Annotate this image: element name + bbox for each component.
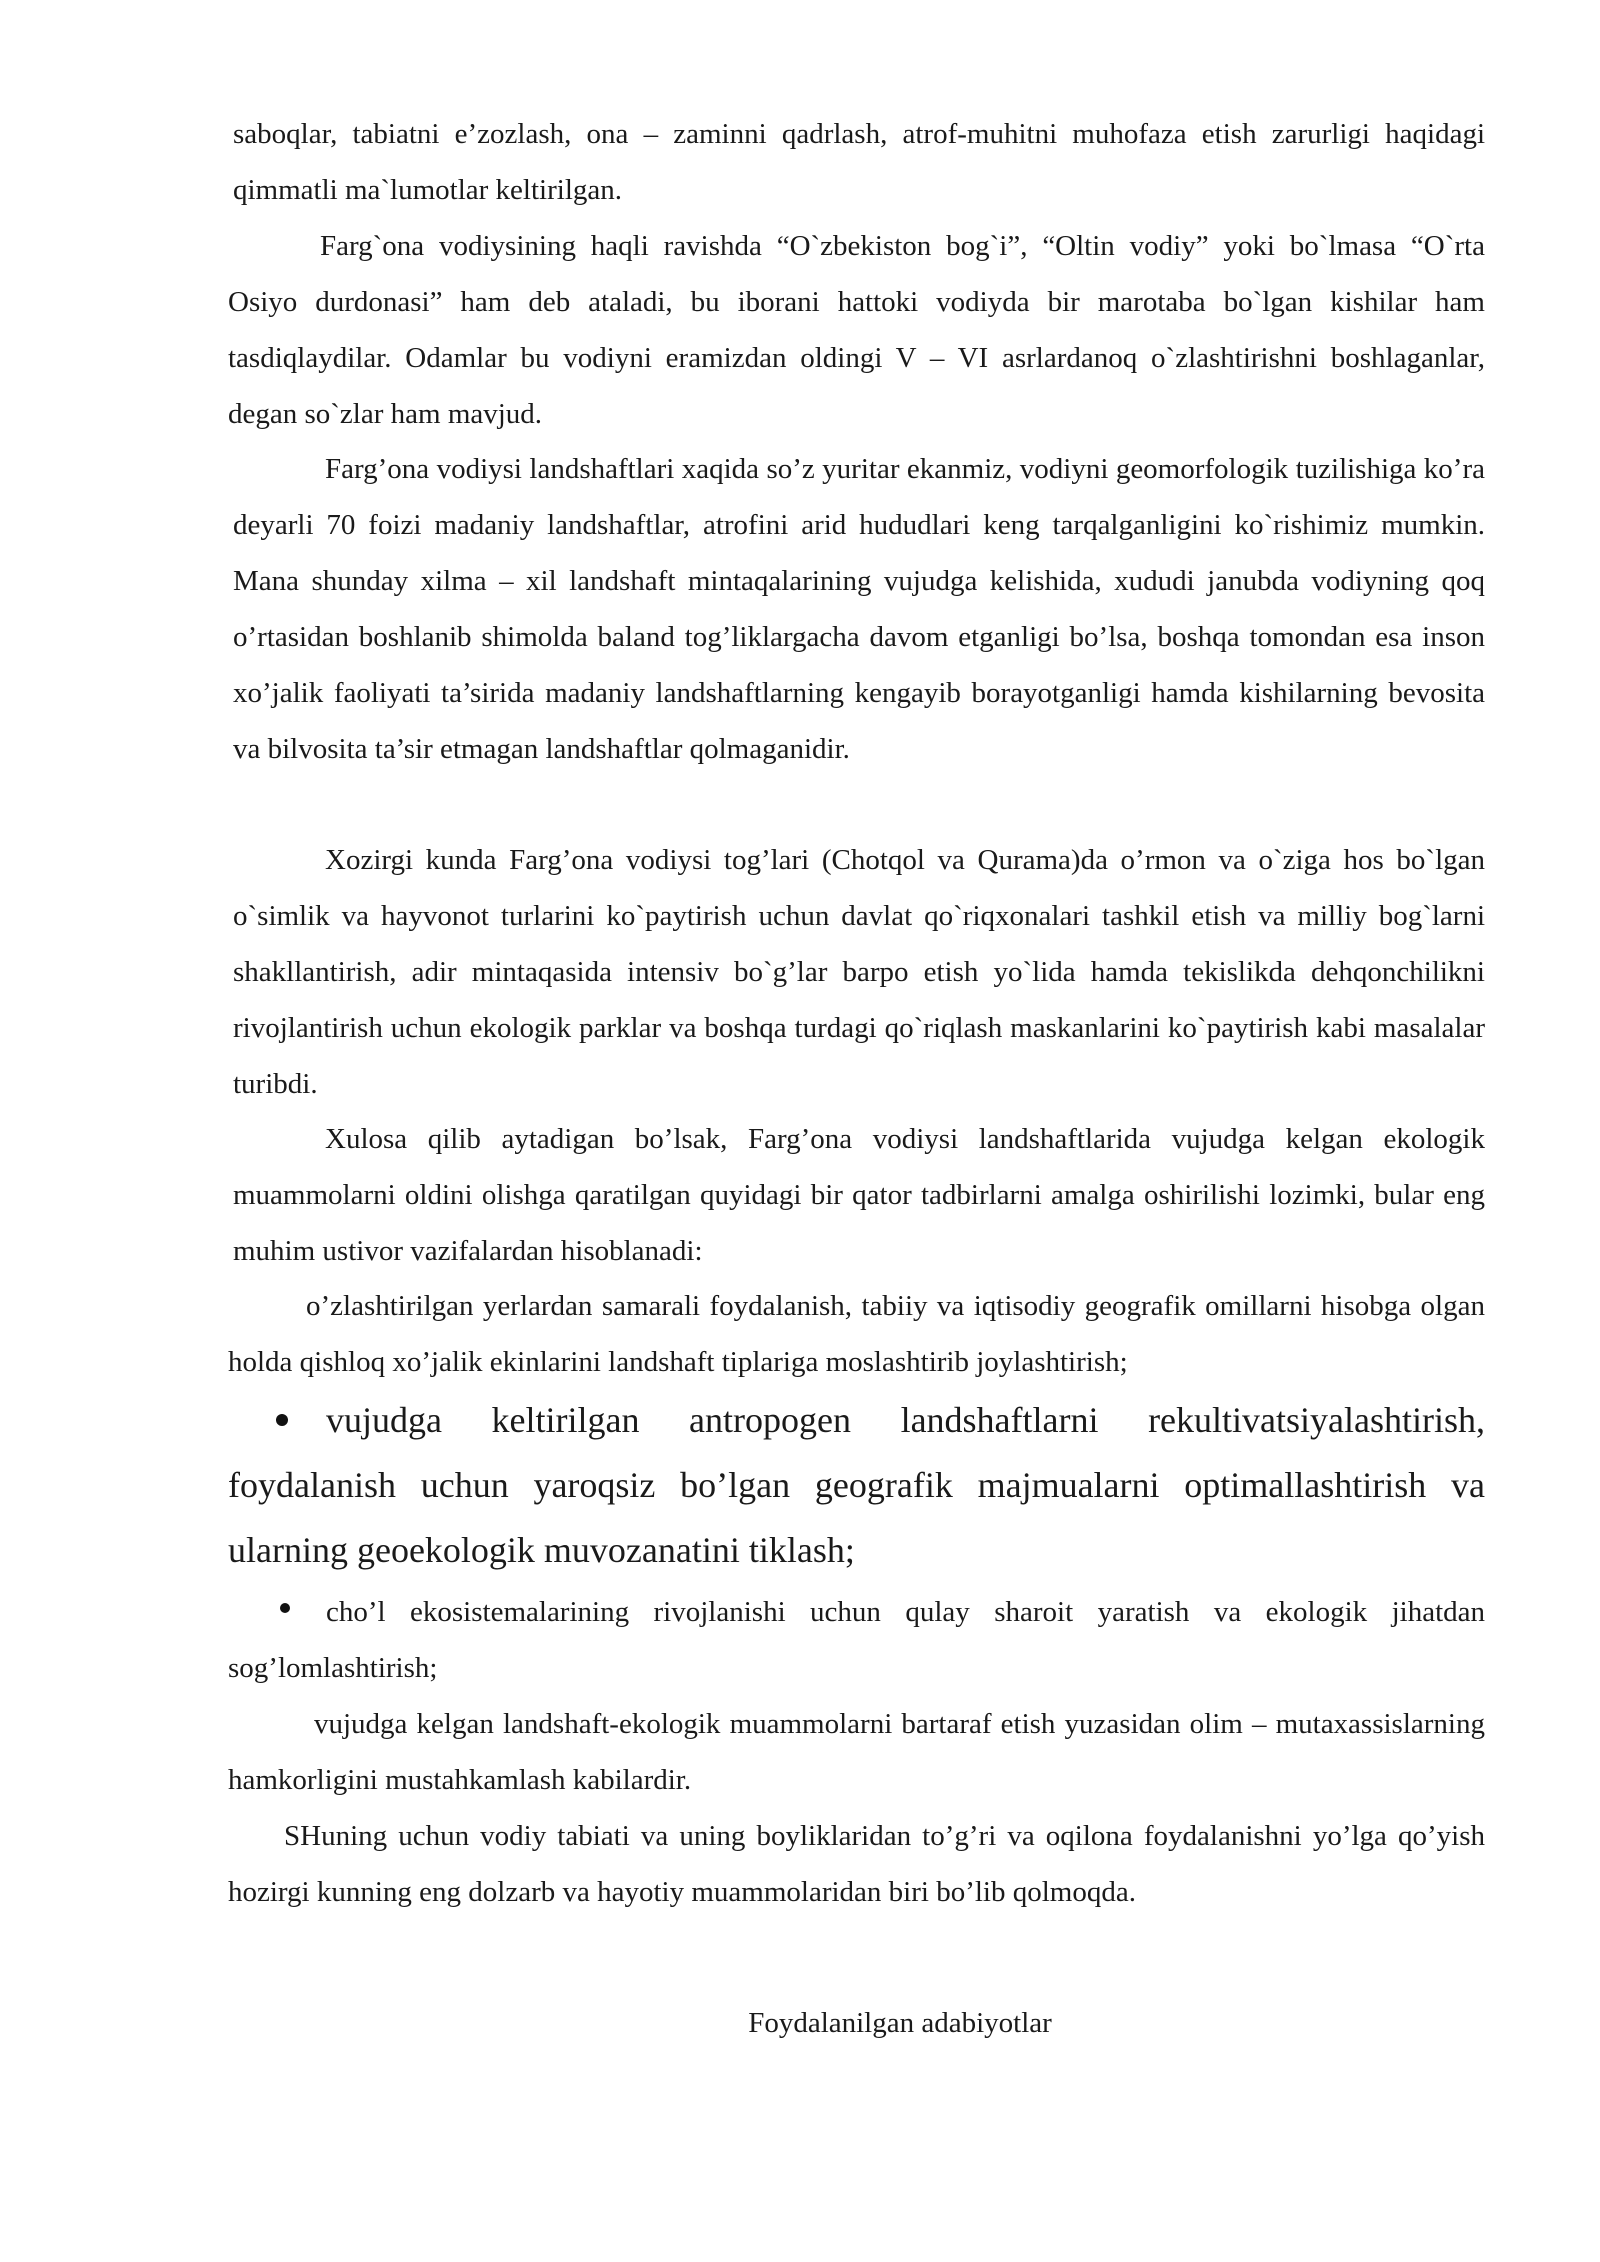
paragraph-final: SHuning uchun vodiy tabiati va uning boyliklaridan to’g’ri va oqilona foydalanishni yo’lga qo’yish hozirgi kunning eng dolzarb va hayotiy muammolaridan biri bo’lib qolmoqda.: [228, 1820, 1485, 1908]
bullet-item-desert-ecosystems: [228, 1584, 1485, 1696]
bullet-item-reclamation-text: vujudga keltirilgan antropogen landshaftlarni rekultivatsiyalashtirish, foydalanish uchun yaroqsiz bo’lgan geografik majmualarni optimallashtirish va ularning geoekologik muvozanatini tiklash;: [228, 1400, 1485, 1570]
paragraph-fergana-garden: Farg`ona vodiysining haqli ravishda “O`zbekiston bog`i”, “Oltin vodiy” yoki bo`lmasa “O`rta Osiyo durdonasi” ham deb ataladi, bu iborani hattoki vodiyda bir marotaba bo`lgan kishilar ham tasdiqlaydilar. Odamlar bu vodiyni eramizdan oldingi V – VI asrlardanoq o`zlashtirishni boshlaganlar, degan so`zlar ham mavjud.: [228, 230, 1485, 430]
paragraph-intro-continuation: saboqlar, tabiatni e’zozlash, ona – zaminni qadrlash, atrof-muhitni muhofaza etish zarurligi haqidagi qimmatli ma`lumotlar keltirilgan.: [233, 118, 1485, 206]
paragraph-conclusion: Xulosa qilib aytadigan bo’lsak, Farg’ona vodiysi landshaftlarida vujudga kelgan ekologik muammolarni oldini olishga qaratilgan quyidagi bir qator tadbirlarni amalga oshirilishi lozimki, bular eng muhim ustivor vazifalardan hisoblanadi:: [233, 1123, 1485, 1267]
references-heading: Foydalanilgan adabiyotlar: [748, 2007, 1052, 2039]
paragraph-land-use: o’zlashtirilgan yerlardan samarali foydalanish, tabiiy va iqtisodiy geografik omillarni hisobga olgan holda qishloq xo’jalik ekinlarini landshaft tiplariga moslashtirib joylashtirish;: [228, 1290, 1485, 1378]
paragraph-cooperation: vujudga kelgan landshaft-ekologik muammolarni bartaraf etish yuzasidan olim – mutaxassislarning hamkorligini mustahkamlash kabilardir.: [228, 1708, 1485, 1796]
bullet-icon: [276, 1414, 288, 1426]
bullet-icon: [280, 1603, 290, 1613]
bullet-item-reclamation: [228, 1388, 1485, 1583]
bullet-item-desert-ecosystems-text: cho’l ekosistemalarining rivojlanishi uchun qulay sharoit yaratish va ekologik jihatdan sog’lomlashtirish;: [228, 1596, 1485, 1684]
paragraph-mountains-reserves: Xozirgi kunda Farg’ona vodiysi tog’lari (Chotqol va Qurama)da o’rmon va o`ziga hos bo`lgan o`simlik va hayvonot turlarini ko`paytirish uchun davlat qo`riqxonalari tashkil etish va milliy bog`larni shakllantirish, adir mintaqasida intensiv bo`g’lar barpo etish yo`lida hamda tekislikda dehqonchilikni rivojlantirish uchun ekologik parklar va boshqa turdagi qo`riqlash maskanlarini ko`paytirish kabi masalalar turibdi.: [233, 844, 1485, 1100]
paragraph-landscapes: Farg’ona vodiysi landshaftlari xaqida so’z yuritar ekanmiz, vodiyni geomorfologik tuzilishiga ko’ra deyarli 70 foizi madaniy landshaftlar, atrofini arid hududlari keng tarqalganligini ko`rishimiz mumkin. Mana shunday xilma – xil landshaft mintaqalarining vujudga kelishida, xududi janubda vodiyning qoq o’rtasidan boshlanib shimolda baland tog’liklargacha davom etganligi bo’lsa, boshqa tomondan esa inson xo’jalik faoliyati ta’sirida madaniy landshaftlarning kengayib borayotganligi hamda kishilarning bevosita va bilvosita ta’sir etmagan landshaftlar qolmaganidir.: [233, 453, 1485, 765]
